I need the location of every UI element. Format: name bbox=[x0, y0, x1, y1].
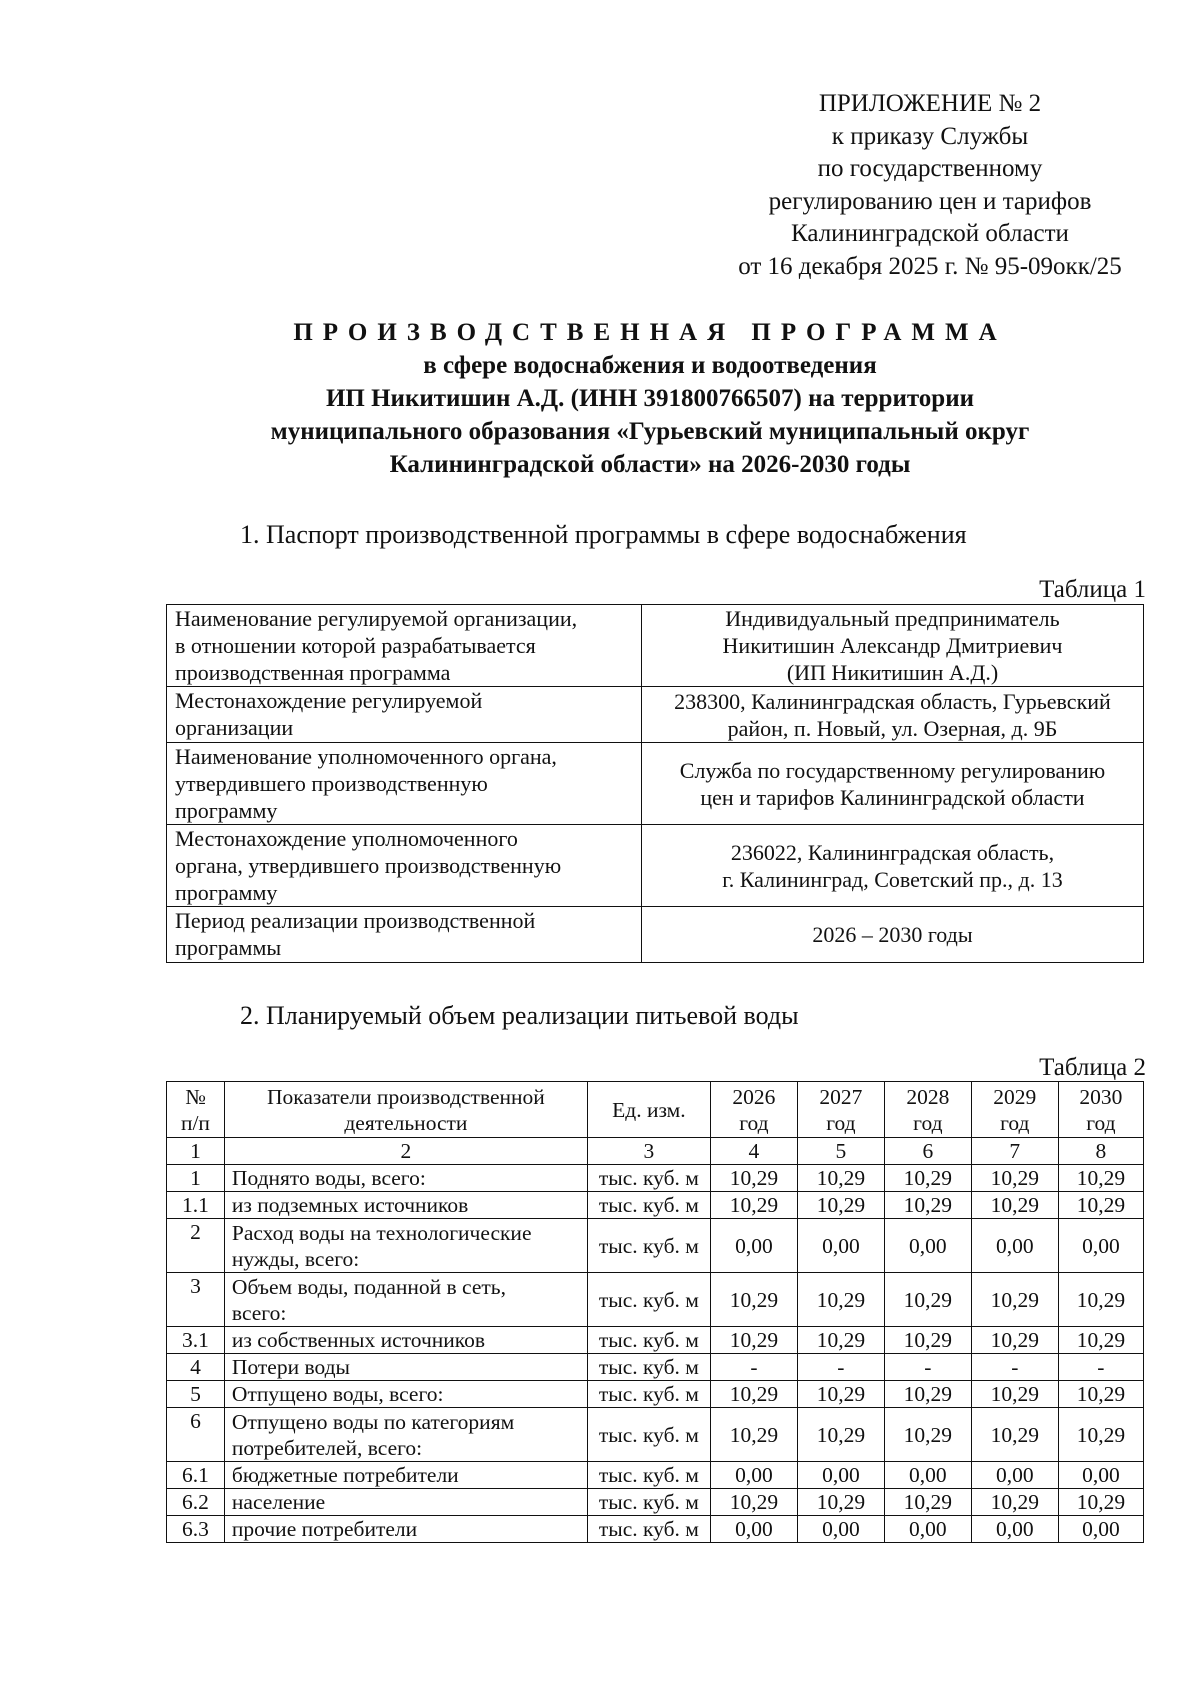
header-text: год bbox=[1086, 1110, 1116, 1135]
row-value-cell: 10,29 bbox=[710, 1489, 797, 1516]
section1-heading: 1. Паспорт производственной программы в сфере водоснабжения bbox=[240, 520, 967, 549]
passport-row bbox=[167, 687, 1144, 743]
row-name-cell bbox=[224, 1462, 587, 1489]
row-num-cell: 5 bbox=[167, 1381, 225, 1408]
header-text: 2028 bbox=[906, 1084, 950, 1109]
column-number-cell: 1 bbox=[167, 1138, 225, 1165]
table-row bbox=[167, 1165, 1144, 1192]
row-unit-cell: тыс. куб. м bbox=[587, 1327, 710, 1354]
title-line: ИП Никитишин А.Д. (ИНН 391800766507) на территории bbox=[325, 385, 975, 412]
row-value-cell: 10,29 bbox=[710, 1327, 797, 1354]
appendix-line: регулированию цен и тарифов bbox=[768, 187, 1092, 215]
passport-label-line: утвердившего производственную bbox=[175, 771, 488, 796]
passport-value-line: Никитишин Александр Дмитриевич bbox=[722, 633, 1063, 658]
passport-value-cell bbox=[642, 605, 1144, 687]
row-value-cell: 0,00 bbox=[710, 1219, 797, 1273]
row-value-cell: 10,29 bbox=[971, 1327, 1058, 1354]
table2-label: Таблица 2 bbox=[1039, 1054, 1146, 1081]
row-value-cell: 10,29 bbox=[971, 1273, 1058, 1327]
row-value-cell: 10,29 bbox=[1058, 1327, 1143, 1354]
row-num-cell: 6.2 bbox=[167, 1489, 225, 1516]
header-num-cell bbox=[167, 1082, 225, 1138]
row-value-cell: 10,29 bbox=[797, 1381, 884, 1408]
passport-row bbox=[167, 907, 1144, 963]
row-value-cell: 10,29 bbox=[797, 1273, 884, 1327]
row-name-line: нужды, всего: bbox=[231, 1246, 360, 1271]
row-value-cell: 10,29 bbox=[710, 1408, 797, 1462]
row-value-cell: 10,29 bbox=[884, 1381, 971, 1408]
row-num-cell: 4 bbox=[167, 1354, 225, 1381]
header-text: 2027 bbox=[819, 1084, 863, 1109]
appendix-line: ПРИЛОЖЕНИЕ № 2 bbox=[818, 90, 1042, 117]
row-value-cell: 10,29 bbox=[797, 1489, 884, 1516]
row-num-cell: 6 bbox=[167, 1408, 225, 1462]
row-num-cell: 6.3 bbox=[167, 1516, 225, 1543]
header-text: № bbox=[185, 1084, 206, 1109]
row-value-cell: 10,29 bbox=[884, 1273, 971, 1327]
row-value-cell: 10,29 bbox=[971, 1192, 1058, 1219]
passport-label-line: производственная программа bbox=[175, 660, 451, 685]
row-value-cell: 10,29 bbox=[971, 1381, 1058, 1408]
row-value-cell: 10,29 bbox=[797, 1327, 884, 1354]
passport-label-cell bbox=[167, 687, 642, 743]
row-value-cell: 10,29 bbox=[884, 1192, 971, 1219]
row-value-cell: 10,29 bbox=[710, 1165, 797, 1192]
row-name-line: Объем воды, поданной в сеть, bbox=[231, 1274, 506, 1299]
row-value-cell: - bbox=[884, 1354, 971, 1381]
column-number-row bbox=[167, 1138, 1144, 1165]
passport-label-line: программы bbox=[175, 935, 282, 960]
passport-value-cell bbox=[642, 687, 1144, 743]
title-line: муниципального образования «Гурьевский муниципальный округ bbox=[270, 418, 1030, 445]
passport-value-line: Индивидуальный предприниматель bbox=[725, 606, 1060, 631]
header-text: 2030 bbox=[1079, 1084, 1123, 1109]
row-name-cell bbox=[224, 1489, 587, 1516]
table-row bbox=[167, 1381, 1144, 1408]
passport-label-line: Период реализации производственной bbox=[175, 908, 536, 933]
title-line: Калининградской области» на 2026-2030 годы bbox=[389, 451, 911, 478]
row-value-cell: 10,29 bbox=[797, 1408, 884, 1462]
row-value-cell: 0,00 bbox=[797, 1516, 884, 1543]
row-value-cell: 0,00 bbox=[797, 1219, 884, 1273]
row-value-cell: 10,29 bbox=[971, 1165, 1058, 1192]
appendix-line: по государственному bbox=[817, 155, 1043, 182]
column-number-cell: 5 bbox=[797, 1138, 884, 1165]
row-unit-cell: тыс. куб. м bbox=[587, 1165, 710, 1192]
row-name-cell bbox=[224, 1219, 587, 1273]
row-unit-cell: тыс. куб. м bbox=[587, 1516, 710, 1543]
row-value-cell: 10,29 bbox=[710, 1192, 797, 1219]
row-value-cell: 0,00 bbox=[1058, 1516, 1143, 1543]
row-name-line: Отпущено воды по категориям bbox=[231, 1409, 515, 1434]
row-num-cell: 3.1 bbox=[167, 1327, 225, 1354]
header-text: год bbox=[1000, 1110, 1030, 1135]
row-value-cell: 0,00 bbox=[971, 1462, 1058, 1489]
header-text: 2026 bbox=[732, 1084, 776, 1109]
row-name-line: всего: bbox=[231, 1300, 287, 1325]
header-text: год bbox=[913, 1110, 943, 1135]
row-value-cell: 10,29 bbox=[1058, 1273, 1143, 1327]
row-value-cell: 10,29 bbox=[884, 1327, 971, 1354]
row-num-cell: 2 bbox=[167, 1219, 225, 1273]
header-year-cell bbox=[710, 1082, 797, 1138]
row-name-line: Расход воды на технологические bbox=[231, 1220, 532, 1245]
row-value-cell: 0,00 bbox=[971, 1219, 1058, 1273]
row-value-cell: 10,29 bbox=[1058, 1192, 1143, 1219]
header-year-cell bbox=[971, 1082, 1058, 1138]
passport-table bbox=[166, 604, 1144, 963]
appendix-block bbox=[680, 88, 1180, 283]
table-row bbox=[167, 1327, 1144, 1354]
row-value-cell: 10,29 bbox=[884, 1408, 971, 1462]
row-value-cell: 10,29 bbox=[884, 1165, 971, 1192]
row-value-cell: 0,00 bbox=[1058, 1462, 1143, 1489]
row-value-cell: 10,29 bbox=[971, 1408, 1058, 1462]
row-value-cell: 0,00 bbox=[1058, 1219, 1143, 1273]
passport-value-line: Служба по государственному регулированию bbox=[679, 757, 1106, 783]
passport-value-line: район, п. Новый, ул. Озерная, д. 9Б bbox=[727, 715, 1058, 741]
row-value-cell: 10,29 bbox=[797, 1192, 884, 1219]
row-num-cell: 3 bbox=[167, 1273, 225, 1327]
table2-header-row bbox=[167, 1082, 1144, 1138]
table-row bbox=[167, 1516, 1144, 1543]
passport-label-line: Местонахождение уполномоченного bbox=[175, 826, 518, 851]
row-name-cell bbox=[224, 1273, 587, 1327]
table-row bbox=[167, 1273, 1144, 1327]
passport-label-line: программу bbox=[175, 798, 278, 823]
table-row bbox=[167, 1354, 1144, 1381]
appendix-line: от 16 декабря 2025 г. № 95-09окк/25 bbox=[738, 252, 1122, 280]
table-row bbox=[167, 1408, 1144, 1462]
row-value-cell: 10,29 bbox=[971, 1489, 1058, 1516]
column-number-cell: 4 bbox=[710, 1138, 797, 1165]
header-year-cell bbox=[884, 1082, 971, 1138]
column-number-cell: 3 bbox=[587, 1138, 710, 1165]
row-name-cell bbox=[224, 1354, 587, 1381]
table-row bbox=[167, 1462, 1144, 1489]
row-value-cell: 10,29 bbox=[1058, 1408, 1143, 1462]
row-value-cell: 0,00 bbox=[710, 1516, 797, 1543]
row-value-cell: 10,29 bbox=[1058, 1165, 1143, 1192]
row-name-cell bbox=[224, 1408, 587, 1462]
title-main: ПРОИЗВОДСТВЕННАЯ ПРОГРАММА bbox=[293, 319, 1007, 346]
passport-row bbox=[167, 605, 1144, 687]
header-text: Показатели производственной bbox=[266, 1084, 545, 1109]
row-name-cell bbox=[224, 1165, 587, 1192]
passport-value-line: 238300, Калининградская область, Гурьевский bbox=[674, 688, 1111, 714]
water-volume-table bbox=[166, 1081, 1144, 1543]
passport-label-line: органа, утвердившего производственную bbox=[175, 853, 562, 878]
row-value-cell: 10,29 bbox=[797, 1165, 884, 1192]
row-name-line: потребителей, всего: bbox=[231, 1435, 423, 1460]
header-text: 2029 bbox=[993, 1084, 1037, 1109]
row-value-cell: 0,00 bbox=[710, 1462, 797, 1489]
passport-label-line: Наименование регулируемой организации, bbox=[175, 606, 578, 631]
row-value-cell: 10,29 bbox=[1058, 1489, 1143, 1516]
document-title bbox=[150, 316, 1150, 481]
header-text: п/п bbox=[180, 1110, 210, 1135]
row-value-cell: 0,00 bbox=[884, 1462, 971, 1489]
row-value-cell: 10,29 bbox=[710, 1273, 797, 1327]
row-unit-cell: тыс. куб. м bbox=[587, 1354, 710, 1381]
row-unit-cell: тыс. куб. м bbox=[587, 1192, 710, 1219]
row-name-line: из собственных источников bbox=[231, 1328, 486, 1352]
header-year-cell bbox=[1058, 1082, 1143, 1138]
passport-label-line: организации bbox=[175, 715, 294, 740]
row-value-cell: 0,00 bbox=[971, 1516, 1058, 1543]
column-number-cell: 2 bbox=[224, 1138, 587, 1165]
row-value-cell: - bbox=[710, 1354, 797, 1381]
appendix-line: к приказу Службы bbox=[831, 122, 1029, 150]
row-num-cell: 1 bbox=[167, 1165, 225, 1192]
passport-value-cell bbox=[642, 825, 1144, 907]
passport-value-cell bbox=[642, 743, 1144, 825]
row-name-line: население bbox=[231, 1490, 326, 1514]
row-value-cell: 10,29 bbox=[884, 1489, 971, 1516]
row-name-line: Потери воды bbox=[231, 1355, 351, 1379]
passport-value-line: (ИП Никитишин А.Д.) bbox=[786, 660, 999, 685]
table-row bbox=[167, 1192, 1144, 1219]
passport-label-line: программу bbox=[175, 880, 278, 905]
header-year-cell bbox=[797, 1082, 884, 1138]
row-value-cell: - bbox=[971, 1354, 1058, 1381]
row-value-cell: 10,29 bbox=[1058, 1381, 1143, 1408]
row-value-cell: 10,29 bbox=[710, 1381, 797, 1408]
passport-value-cell bbox=[642, 907, 1144, 963]
row-unit-cell: тыс. куб. м bbox=[587, 1489, 710, 1516]
row-num-cell: 1.1 bbox=[167, 1192, 225, 1219]
header-text: год bbox=[826, 1110, 856, 1135]
row-name-line: Отпущено воды, всего: bbox=[231, 1382, 444, 1406]
passport-value-line: 2026 – 2030 годы bbox=[812, 922, 973, 947]
appendix-line: Калининградской области bbox=[791, 220, 1069, 247]
column-number-cell: 6 bbox=[884, 1138, 971, 1165]
row-name-cell bbox=[224, 1381, 587, 1408]
table-row bbox=[167, 1219, 1144, 1273]
passport-label-cell bbox=[167, 825, 642, 907]
passport-value-line: цен и тарифов Калининградской области bbox=[700, 784, 1085, 810]
row-name-line: прочие потребители bbox=[231, 1517, 418, 1541]
passport-label-cell bbox=[167, 907, 642, 963]
row-unit-cell: тыс. куб. м bbox=[587, 1219, 710, 1273]
header-indicator-cell bbox=[224, 1082, 587, 1138]
table-row bbox=[167, 1489, 1144, 1516]
passport-value-line: 236022, Калининградская область, bbox=[730, 839, 1055, 865]
table1-label: Таблица 1 bbox=[1039, 576, 1146, 603]
section2-heading: 2. Планируемый объем реализации питьевой воды bbox=[240, 1001, 799, 1030]
header-text: год bbox=[739, 1110, 769, 1135]
row-value-cell: 0,00 bbox=[797, 1462, 884, 1489]
header-unit-cell: Ед. изм. bbox=[587, 1082, 710, 1138]
row-name-cell bbox=[224, 1516, 587, 1543]
passport-label-cell bbox=[167, 743, 642, 825]
passport-row bbox=[167, 743, 1144, 825]
row-unit-cell: тыс. куб. м bbox=[587, 1408, 710, 1462]
row-value-cell: 0,00 bbox=[884, 1516, 971, 1543]
row-unit-cell: тыс. куб. м bbox=[587, 1381, 710, 1408]
row-name-line: Поднято воды, всего: bbox=[231, 1166, 426, 1190]
title-line: в сфере водоснабжения и водоотведения bbox=[423, 352, 877, 379]
row-value-cell: - bbox=[797, 1354, 884, 1381]
header-text: деятельности bbox=[344, 1110, 468, 1135]
row-name-cell bbox=[224, 1327, 587, 1354]
row-unit-cell: тыс. куб. м bbox=[587, 1462, 710, 1489]
row-unit-cell: тыс. куб. м bbox=[587, 1273, 710, 1327]
passport-label-line: Местонахождение регулируемой bbox=[175, 688, 483, 713]
passport-row bbox=[167, 825, 1144, 907]
row-name-line: бюджетные потребители bbox=[231, 1463, 459, 1487]
row-value-cell: - bbox=[1058, 1354, 1143, 1381]
column-number-cell: 8 bbox=[1058, 1138, 1143, 1165]
passport-value-line: г. Калининград, Советский пр., д. 13 bbox=[722, 866, 1063, 892]
row-num-cell: 6.1 bbox=[167, 1462, 225, 1489]
row-name-line: из подземных источников bbox=[231, 1193, 469, 1217]
row-name-cell bbox=[224, 1192, 587, 1219]
passport-label-cell bbox=[167, 605, 642, 687]
row-value-cell: 0,00 bbox=[884, 1219, 971, 1273]
passport-label-line: Наименование уполномоченного органа, bbox=[175, 744, 557, 769]
passport-label-line: в отношении которой разрабатывается bbox=[175, 633, 536, 658]
column-number-cell: 7 bbox=[971, 1138, 1058, 1165]
